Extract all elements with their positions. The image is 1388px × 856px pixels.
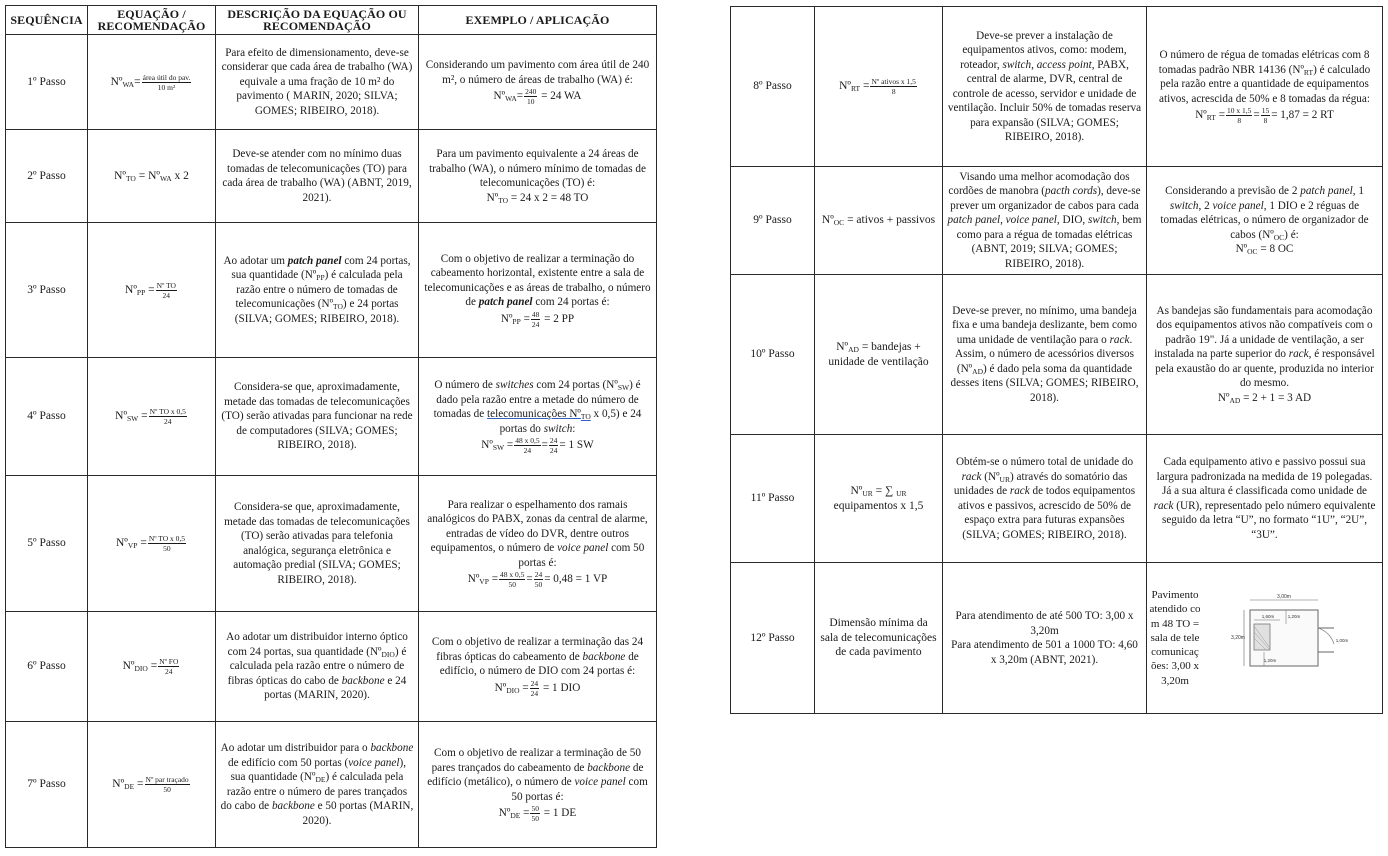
example [1147,563,1383,714]
step-label: 10º Passo [731,275,815,435]
step-label: 1º Passo [6,35,88,130]
step-label: 12º Passo [731,563,815,714]
example: O número de régua de tomadas elétricas com 8 tomadas padrão NBR 14136 (Nº$_{RT}$) é calculado pela razão entre a quantidade de equipamentos ativos, acrescida de 50% e 8 tomadas da régua: Nº$_{RT}$ = $\frac{10 x 1,5}{8}$ = $\frac{15}{8}$ = 1,87 = 2 RT [1147,7,1383,167]
description: Deve-se atender com no mínimo duas tomadas de telecomunicações (TO) para cada área de trabalho (WA) (ABNT, 2019, 2021). [216,130,419,223]
room-note: Pavimento atendido com 48 TO = sala de telecomunicações: 3,00 x 3,20m [1149,589,1201,687]
step-label: 3º Passo [6,223,88,358]
equation: Nº$_{PP}$ = $\frac{\text{Nº TO}}{24}$ [88,223,216,358]
example: Considerando a previsão de 2 patch panel, 1 switch, 2 voice panel, 1 DIO e 2 réguas de tomadas elétricas, o número de organizador de cabos (Nº$_{OC}$) é: Nº$_{OC}$ = 8 OC [1147,167,1383,275]
dim-top-label: 3,00m [1276,594,1291,600]
step-label: 7º Passo [6,722,88,848]
equation: Nº$_{OC}$ = ativos + passivos [815,167,943,275]
step-label: 2º Passo [6,130,88,223]
eq-text: = [134,75,141,88]
step-label: 8º Passo [731,7,815,167]
table-row [6,358,657,476]
equation: Nº$_{DE}$ = Nº par traçado 50 [88,722,216,848]
description: Para atendimento de até 500 TO: 3,00 x 3,20m Para atendimento de 501 a 1000 TO: 4,60 x 3,20m (ABNT, 2021). [943,563,1147,714]
equation [88,35,216,130]
header-sequencia: SEQUÊNCIA [6,6,88,35]
dim-left-label: 3,20m [1230,635,1245,641]
step-label: 11º Passo [731,435,815,563]
table-row [6,35,657,130]
table-row [731,167,1383,275]
example: Com o objetivo de realizar a terminação de 50 pares trançados do cabeamento de backbone de edifício (metálico), o número de voice panel com 50 portas é: Nº$_{DE}$ = $\frac{50}{50}$ = 1 DE [419,722,657,848]
example: Considerando um pavimento com área útil de 240 m², o número de áreas de trabalho (WA) é: Nº$_{WA}$= $\frac{240}{10}$ = 24 WA [419,35,657,130]
example: Com o objetivo de realizar a terminação do cabeamento horizontal, existente entre a sala de telecomunicações e as áreas de trabalho, o número de patch panel com 24 portas é: Nº$_{PP}$ = $\frac{48}{24}$ = 2 PP [419,223,657,358]
right-table [730,6,1383,714]
dim-c-label: 1,20m [1263,658,1276,663]
table-row [6,223,657,358]
header-equacao: EQUAÇÃO / RECOMENDAÇÃO [88,6,216,35]
door-swing [1318,628,1334,644]
header-descricao: DESCRIÇÃO DA EQUAÇÃO OU RECOMENDAÇÃO [216,6,419,35]
table-row [6,722,657,848]
example: O número de switches com 24 portas (Nº$_{SW}$) é dado pela razão entre a metade do número de tomadas de telecomunicações Nº$_{TO}$ x 0,5) e 24 portas do switch: Nº$_{SW}$ = $\frac{48 x 0,5}{24}$ = $\frac{24}{24}$ = 1 SW [419,358,657,476]
eq-fraction: área útil do pav. 10 m² [142,72,191,92]
example: Para realizar o espelhamento dos ramais analógicos do PABX, zonas da central de alarme, entradas de vídeo do DVR, dentre outros equipamentos, o número de voice panel com 50 portas é: Nº$_{VP}$ = $\frac{48 x 0,5}{50}$ = $\frac{24}{50}$ = 0,48 = 1 VP [419,476,657,612]
description: Considera-se que, aproximadamente, metade das tomadas de telecomunicações (TO) serão ativadas para funcionar na rede de computadores (SILVA; GOMES; RIBEIRO, 2018). [216,358,419,476]
equation: Nº$_{DIO}$ = $\frac{\text{Nº FO}}{24}$ [88,612,216,722]
equation: Nº$_{RT}$ = Nº ativos x 1,5 8 [815,7,943,167]
step-label: 5º Passo [6,476,88,612]
example: Com o objetivo de realizar a terminação das 24 fibras ópticas do cabeamento de backbone de edifício, o número de DIO com 24 portas é: Nº$_{DIO}$ = $\frac{24}{24}$ = 1 DIO [419,612,657,722]
example: Cada equipamento ativo e passivo possui sua largura padronizada na medida de 19 polegadas. Já a sua altura é classificada como unidade de rack (UR), representado pelo número equivalente seguido da letra “U”, no formato “1U”, “2U”, “3U”. [1147,435,1383,563]
equation: Nº$_{SW}$ = $\frac{\text{Nº TO x 0,5}}{24}$ [88,358,216,476]
step-label: 9º Passo [731,167,815,275]
description: Ao adotar um distribuidor interno óptico com 24 portas, sua quantidade (Nº$_{DIO}$) é calculada pela razão entre o número de fibras ópticas do cabo de backbone e 24 portas (MARIN, 2020). [216,612,419,722]
example: Para um pavimento equivalente a 24 áreas de trabalho (WA), o número mínimo de tomadas de telecomunicações (TO) é: Nº$_{TO}$ = 24 x 2 = 48 TO [419,130,657,223]
header-row [6,6,657,35]
table-row [731,435,1383,563]
dim-right-label: 1,00m [1335,638,1348,643]
description: Visando uma melhor acomodação dos cordões de manobra (pacth cords), deve-se prever um organizador de cabos para cada patch panel, voice panel, DIO, switch, bem como para a régua de tomadas elétricas (ABNT, 2019; SILVA; GOMES; RIBEIRO, 2018). [943,167,1147,275]
table-row [6,130,657,223]
eq-sub: WA [122,79,135,89]
eq-text: Nº [110,75,123,88]
dim-b-label: 1,20m [1287,614,1300,619]
equation: Nº$_{VP}$ = $\frac{\text{Nº TO x 0,5}}{50}$ [88,476,216,612]
description: Deve-se prever a instalação de equipamentos ativos, como: modem, roteador, switch, access point, PABX, central de alarme, DVR, central de controle de acesso, servidor e unidade de ventilação. Incluir 50% de tomadas reserva para expansão (SILVA; GOMES; RIBEIRO, 2018). [943,7,1147,167]
dim-a-label: 1,60m [1261,614,1274,619]
equation: Nº$_{TO}$ = Nº$_{WA}$ x 2 [88,130,216,223]
equation: Dimensão mínima da sala de telecomunicações de cada pavimento [815,563,943,714]
description: Ao adotar um patch panel com 24 portas, sua quantidade (Nº$_{PP}$) é calculada pela razão entre o número de tomadas de telecomunicações (Nº$_{TO}$) e 24 portas (SILVA; GOMES; RIBEIRO, 2018). [216,223,419,358]
description: Considera-se que, aproximadamente, metade das tomadas de telecomunicações (TO) serão ativadas para telefonia analógica, segurança eletrônica e automação predial (SILVA; GOMES; RIBEIRO, 2018). [216,476,419,612]
step-label: 4º Passo [6,358,88,476]
description: Para efeito de dimensionamento, deve-se considerar que cada área de trabalho (WA) equivale a uma fração de 10 m² do pavimento ( MARIN, 2020; SILVA; GOMES; RIBEIRO, 2018). [216,35,419,130]
equation: Nº$_{UR}$ = ∑ $_{UR}$ equipamentos x 1,5 [815,435,943,563]
table-row [731,7,1383,167]
room-drawing [1203,588,1382,688]
equation: Nº$_{AD}$ = bandejas + unidade de ventilação [815,275,943,435]
table-row [731,275,1383,435]
description: Ao adotar um distribuidor para o backbone de edifício com 50 portas (voice panel), sua quantidade (Nº$_{DE}$) é calculada pela razão entre o número de pares trançados do cabo de backbone e 50 portas (MARIN, 2020). [216,722,419,848]
left-table [5,5,657,848]
table-row [731,563,1383,714]
floor-plan-drawing [1228,588,1358,688]
table-row [6,612,657,722]
description: Obtém-se o número total de unidade do rack (Nº$_{UR}$) através do somatório das unidades de rack de todos equipamentos ativos e passivos, acrescido de 50% de espaço extra para futuras expansões (SILVA; GOMES; RIBEIRO, 2018). [943,435,1147,563]
example: As bandejas são fundamentais para acomodação dos equipamentos ativos não compatíveis com o padrão 19". Já a unidade de ventilação, a ser instalada na parte superior do rack, é responsável pela exaustão do ar quente, produzida no interior do mesmo. Nº$_{AD}$ = 2 + 1 = 3 AD [1147,275,1383,435]
description: Deve-se prever, no mínimo, uma bandeja fixa e uma bandeja deslizante, bem como uma unidade de ventilação para o rack. Assim, o número de acessórios diversos (Nº$_{AD}$) é dado pela soma da quantidade desses itens (SILVA; GOMES; RIBEIRO, 2018). [943,275,1147,435]
table-row [6,476,657,612]
header-exemplo: EXEMPLO / APLICAÇÃO [419,6,657,35]
step-label: 6º Passo [6,612,88,722]
